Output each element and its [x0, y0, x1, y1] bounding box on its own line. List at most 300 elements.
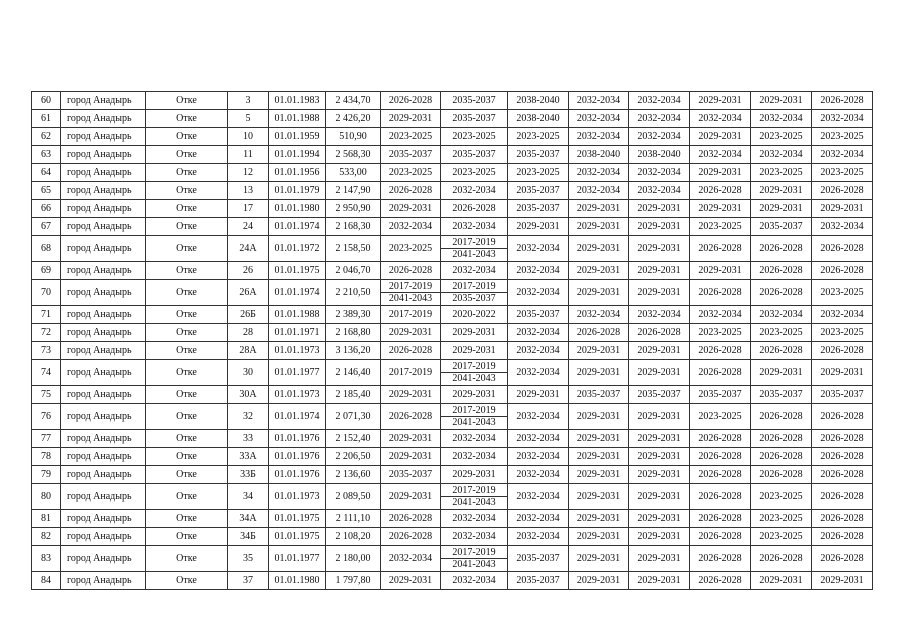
period-cell: 2032-2034 — [629, 306, 690, 324]
commission-date-cell: 01.01.1956 — [269, 164, 326, 182]
period-cell: 2029-2031 — [751, 92, 812, 110]
period-cell: 2029-2031 — [569, 262, 629, 280]
period-cell: 2032-2034 — [441, 510, 508, 528]
row-number-cell: 83 — [32, 546, 61, 572]
period-cell: 2032-2034 — [508, 484, 569, 510]
period-cell: 2026-2028 — [690, 484, 751, 510]
row-number-cell: 62 — [32, 128, 61, 146]
period-cell: 2029-2031 — [629, 218, 690, 236]
row-number-cell: 75 — [32, 386, 61, 404]
period-cell: 2035-2037 — [508, 200, 569, 218]
period-sub-value: 2017-2019 — [452, 361, 496, 372]
row-number-cell: 61 — [32, 110, 61, 128]
period-cell: 2032-2034 — [381, 546, 441, 572]
period-cell — [441, 236, 508, 262]
table-body — [32, 92, 873, 590]
period-cell: 2032-2034 — [629, 182, 690, 200]
city-cell: город Анадырь — [61, 430, 146, 448]
street-cell: Отке — [146, 280, 228, 306]
period-cell: 2035-2037 — [381, 466, 441, 484]
period-cell: 2032-2034 — [812, 306, 873, 324]
period-cell: 2035-2037 — [751, 218, 812, 236]
commission-date-cell: 01.01.1977 — [269, 360, 326, 386]
period-cell: 2032-2034 — [441, 572, 508, 590]
table-row — [32, 466, 873, 484]
period-cell: 2035-2037 — [508, 182, 569, 200]
area-cell: 2 158,50 — [326, 236, 381, 262]
period-cell: 2023-2025 — [441, 164, 508, 182]
period-cell: 2026-2028 — [751, 280, 812, 306]
street-cell: Отке — [146, 466, 228, 484]
city-cell: город Анадырь — [61, 164, 146, 182]
period-cell: 2032-2034 — [508, 510, 569, 528]
period-sub-value: 2017-2019 — [452, 485, 496, 496]
period-cell: 2026-2028 — [812, 510, 873, 528]
period-cell: 2017-2019 — [381, 306, 441, 324]
table-row — [32, 572, 873, 590]
area-cell: 2 089,50 — [326, 484, 381, 510]
period-cell: 2023-2025 — [690, 404, 751, 430]
period-cell: 2035-2037 — [381, 146, 441, 164]
period-cell: 2026-2028 — [381, 510, 441, 528]
period-sub-value: 2035-2037 — [441, 292, 507, 304]
house-number-cell: 33Б — [228, 466, 269, 484]
period-cell — [441, 404, 508, 430]
period-cell: 2035-2037 — [569, 386, 629, 404]
area-cell: 2 426,20 — [326, 110, 381, 128]
period-sub-value: 2041-2043 — [441, 248, 507, 260]
table-row — [32, 128, 873, 146]
house-number-cell: 33 — [228, 430, 269, 448]
period-sub-value: 2041-2043 — [441, 372, 507, 384]
period-cell: 2023-2025 — [751, 510, 812, 528]
period-cell: 2026-2028 — [812, 546, 873, 572]
period-cell: 2026-2028 — [690, 546, 751, 572]
period-cell: 2029-2031 — [569, 404, 629, 430]
house-number-cell: 12 — [228, 164, 269, 182]
period-cell: 2026-2028 — [690, 528, 751, 546]
city-cell: город Анадырь — [61, 110, 146, 128]
period-cell: 2032-2034 — [508, 466, 569, 484]
period-cell: 2029-2031 — [569, 280, 629, 306]
commission-date-cell: 01.01.1980 — [269, 572, 326, 590]
period-cell: 2029-2031 — [569, 484, 629, 510]
period-cell: 2032-2034 — [569, 110, 629, 128]
house-number-cell: 34 — [228, 484, 269, 510]
period-cell: 2038-2040 — [508, 92, 569, 110]
period-cell: 2029-2031 — [569, 218, 629, 236]
street-cell: Отке — [146, 200, 228, 218]
period-cell: 2035-2037 — [441, 92, 508, 110]
table-row — [32, 236, 873, 262]
area-cell: 2 434,70 — [326, 92, 381, 110]
street-cell: Отке — [146, 306, 228, 324]
city-cell: город Анадырь — [61, 200, 146, 218]
period-cell: 2026-2028 — [812, 342, 873, 360]
city-cell: город Анадырь — [61, 92, 146, 110]
period-cell: 2026-2028 — [812, 404, 873, 430]
period-cell: 2035-2037 — [690, 386, 751, 404]
period-cell: 2029-2031 — [381, 110, 441, 128]
street-cell: Отке — [146, 92, 228, 110]
period-cell: 2032-2034 — [441, 262, 508, 280]
house-number-cell: 10 — [228, 128, 269, 146]
area-cell: 2 046,70 — [326, 262, 381, 280]
period-cell: 2029-2031 — [441, 466, 508, 484]
period-cell: 2026-2028 — [812, 262, 873, 280]
city-cell: город Анадырь — [61, 528, 146, 546]
street-cell: Отке — [146, 528, 228, 546]
period-cell: 2029-2031 — [441, 386, 508, 404]
area-cell: 2 950,90 — [326, 200, 381, 218]
house-number-cell: 24 — [228, 218, 269, 236]
city-cell: город Анадырь — [61, 386, 146, 404]
house-number-cell: 28А — [228, 342, 269, 360]
period-cell: 2026-2028 — [751, 466, 812, 484]
period-cell: 2026-2028 — [812, 430, 873, 448]
period-cell: 2020-2022 — [441, 306, 508, 324]
period-cell: 2032-2034 — [569, 92, 629, 110]
period-cell: 2026-2028 — [690, 360, 751, 386]
period-cell: 2026-2028 — [441, 200, 508, 218]
period-cell: 2026-2028 — [690, 448, 751, 466]
period-cell: 2029-2031 — [690, 200, 751, 218]
area-cell: 2 180,00 — [326, 546, 381, 572]
house-number-cell: 3 — [228, 92, 269, 110]
row-number-cell: 68 — [32, 236, 61, 262]
period-cell: 2035-2037 — [508, 306, 569, 324]
house-number-cell: 34А — [228, 510, 269, 528]
period-cell: 2029-2031 — [381, 572, 441, 590]
period-cell: 2032-2034 — [690, 110, 751, 128]
area-cell: 2 146,40 — [326, 360, 381, 386]
city-cell: город Анадырь — [61, 484, 146, 510]
street-cell: Отке — [146, 146, 228, 164]
city-cell: город Анадырь — [61, 448, 146, 466]
period-cell: 2035-2037 — [508, 546, 569, 572]
commission-date-cell: 01.01.1974 — [269, 404, 326, 430]
street-cell: Отке — [146, 218, 228, 236]
period-cell: 2029-2031 — [569, 430, 629, 448]
period-cell: 2029-2031 — [381, 200, 441, 218]
period-cell: 2023-2025 — [381, 128, 441, 146]
period-cell: 2038-2040 — [629, 146, 690, 164]
period-cell: 2029-2031 — [690, 164, 751, 182]
row-number-cell: 81 — [32, 510, 61, 528]
housing-schedule-table — [31, 91, 873, 590]
street-cell: Отке — [146, 546, 228, 572]
commission-date-cell: 01.01.1988 — [269, 110, 326, 128]
house-number-cell: 35 — [228, 546, 269, 572]
period-cell: 2032-2034 — [569, 128, 629, 146]
period-cell: 2035-2037 — [441, 110, 508, 128]
period-cell: 2032-2034 — [629, 92, 690, 110]
period-sub-value: 2041-2043 — [381, 292, 440, 304]
commission-date-cell: 01.01.1976 — [269, 430, 326, 448]
period-cell — [441, 360, 508, 386]
period-cell: 2032-2034 — [569, 164, 629, 182]
street-cell: Отке — [146, 404, 228, 430]
table-row — [32, 430, 873, 448]
row-number-cell: 69 — [32, 262, 61, 280]
period-cell: 2026-2028 — [751, 262, 812, 280]
row-number-cell: 63 — [32, 146, 61, 164]
period-cell: 2029-2031 — [629, 448, 690, 466]
period-cell: 2029-2031 — [629, 466, 690, 484]
street-cell: Отке — [146, 510, 228, 528]
street-cell: Отке — [146, 360, 228, 386]
row-number-cell: 76 — [32, 404, 61, 430]
period-cell: 2029-2031 — [629, 546, 690, 572]
period-cell: 2026-2028 — [381, 262, 441, 280]
period-cell: 2032-2034 — [508, 236, 569, 262]
street-cell: Отке — [146, 110, 228, 128]
period-cell: 2026-2028 — [381, 92, 441, 110]
period-cell: 2029-2031 — [629, 342, 690, 360]
period-cell: 2029-2031 — [381, 484, 441, 510]
period-cell: 2023-2025 — [751, 164, 812, 182]
period-cell: 2023-2025 — [812, 280, 873, 306]
street-cell: Отке — [146, 236, 228, 262]
row-number-cell: 65 — [32, 182, 61, 200]
row-number-cell: 71 — [32, 306, 61, 324]
period-cell: 2026-2028 — [569, 324, 629, 342]
area-cell: 2 389,30 — [326, 306, 381, 324]
commission-date-cell: 01.01.1973 — [269, 386, 326, 404]
area-cell: 2 206,50 — [326, 448, 381, 466]
period-cell: 2029-2031 — [751, 182, 812, 200]
period-cell: 2029-2031 — [629, 262, 690, 280]
period-cell: 2029-2031 — [629, 236, 690, 262]
period-cell: 2035-2037 — [751, 386, 812, 404]
period-cell: 2032-2034 — [508, 324, 569, 342]
period-cell: 2035-2037 — [508, 572, 569, 590]
street-cell: Отке — [146, 572, 228, 590]
period-cell: 2035-2037 — [812, 386, 873, 404]
table-row — [32, 146, 873, 164]
period-cell: 2023-2025 — [812, 128, 873, 146]
period-cell: 2026-2028 — [381, 528, 441, 546]
period-sub-value: 2017-2019 — [452, 237, 496, 248]
house-number-cell: 17 — [228, 200, 269, 218]
period-cell: 2029-2031 — [690, 92, 751, 110]
house-number-cell: 34Б — [228, 528, 269, 546]
commission-date-cell: 01.01.1977 — [269, 546, 326, 572]
commission-date-cell: 01.01.1972 — [269, 236, 326, 262]
commission-date-cell: 01.01.1975 — [269, 528, 326, 546]
area-cell: 2 185,40 — [326, 386, 381, 404]
period-cell: 2026-2028 — [690, 510, 751, 528]
area-cell: 2 071,30 — [326, 404, 381, 430]
period-cell: 2023-2025 — [751, 128, 812, 146]
table-row — [32, 306, 873, 324]
area-cell: 533,00 — [326, 164, 381, 182]
city-cell: город Анадырь — [61, 572, 146, 590]
period-cell: 2032-2034 — [508, 528, 569, 546]
area-cell: 2 152,40 — [326, 430, 381, 448]
period-cell: 2032-2034 — [508, 280, 569, 306]
period-cell: 2023-2025 — [812, 324, 873, 342]
period-cell: 2029-2031 — [812, 572, 873, 590]
area-cell: 510,90 — [326, 128, 381, 146]
house-number-cell: 13 — [228, 182, 269, 200]
period-cell: 2032-2034 — [569, 182, 629, 200]
period-sub-value: 2017-2019 — [452, 281, 496, 292]
period-cell: 2029-2031 — [629, 360, 690, 386]
commission-date-cell: 01.01.1974 — [269, 218, 326, 236]
period-cell: 2038-2040 — [508, 110, 569, 128]
period-cell: 2032-2034 — [751, 110, 812, 128]
city-cell: город Анадырь — [61, 218, 146, 236]
period-cell: 2026-2028 — [812, 448, 873, 466]
street-cell: Отке — [146, 262, 228, 280]
period-sub-value: 2017-2019 — [452, 547, 496, 558]
period-cell — [441, 280, 508, 306]
row-number-cell: 74 — [32, 360, 61, 386]
commission-date-cell: 01.01.1973 — [269, 342, 326, 360]
row-number-cell: 60 — [32, 92, 61, 110]
city-cell: город Анадырь — [61, 546, 146, 572]
house-number-cell: 28 — [228, 324, 269, 342]
period-cell: 2026-2028 — [751, 236, 812, 262]
commission-date-cell: 01.01.1959 — [269, 128, 326, 146]
period-cell: 2032-2034 — [441, 448, 508, 466]
period-cell: 2026-2028 — [690, 466, 751, 484]
period-sub-value: 2017-2019 — [388, 281, 433, 292]
period-cell: 2029-2031 — [690, 262, 751, 280]
period-cell: 2029-2031 — [508, 218, 569, 236]
period-cell: 2032-2034 — [812, 110, 873, 128]
period-cell: 2026-2028 — [381, 342, 441, 360]
period-cell: 2023-2025 — [381, 236, 441, 262]
period-cell: 2029-2031 — [569, 546, 629, 572]
area-cell: 2 168,30 — [326, 218, 381, 236]
period-cell: 2029-2031 — [569, 342, 629, 360]
period-cell: 2029-2031 — [381, 324, 441, 342]
table-row — [32, 218, 873, 236]
commission-date-cell: 01.01.1979 — [269, 182, 326, 200]
table-row — [32, 404, 873, 430]
table-row — [32, 342, 873, 360]
house-number-cell: 5 — [228, 110, 269, 128]
row-number-cell: 67 — [32, 218, 61, 236]
period-cell: 2035-2037 — [441, 146, 508, 164]
row-number-cell: 82 — [32, 528, 61, 546]
period-cell: 2032-2034 — [690, 306, 751, 324]
period-cell: 2029-2031 — [441, 324, 508, 342]
period-cell: 2029-2031 — [690, 128, 751, 146]
period-sub-value: 2017-2019 — [452, 405, 496, 416]
period-cell: 2029-2031 — [629, 404, 690, 430]
period-cell: 2023-2025 — [751, 528, 812, 546]
period-cell: 2029-2031 — [569, 200, 629, 218]
period-cell: 2026-2028 — [812, 466, 873, 484]
period-cell: 2023-2025 — [381, 164, 441, 182]
period-cell: 2029-2031 — [569, 448, 629, 466]
row-number-cell: 66 — [32, 200, 61, 218]
period-cell: 2026-2028 — [690, 182, 751, 200]
table-row — [32, 360, 873, 386]
house-number-cell: 26Б — [228, 306, 269, 324]
commission-date-cell: 01.01.1973 — [269, 484, 326, 510]
commission-date-cell: 01.01.1976 — [269, 466, 326, 484]
area-cell: 2 147,90 — [326, 182, 381, 200]
row-number-cell: 84 — [32, 572, 61, 590]
period-cell: 2026-2028 — [751, 546, 812, 572]
period-cell: 2026-2028 — [812, 92, 873, 110]
city-cell: город Анадырь — [61, 306, 146, 324]
period-cell: 2026-2028 — [690, 342, 751, 360]
table-row — [32, 528, 873, 546]
period-cell: 2032-2034 — [441, 430, 508, 448]
period-cell: 2026-2028 — [751, 342, 812, 360]
period-cell: 2029-2031 — [569, 572, 629, 590]
table-row — [32, 110, 873, 128]
house-number-cell: 37 — [228, 572, 269, 590]
table-row — [32, 324, 873, 342]
period-cell: 2032-2034 — [381, 218, 441, 236]
city-cell: город Анадырь — [61, 182, 146, 200]
commission-date-cell: 01.01.1983 — [269, 92, 326, 110]
commission-date-cell: 01.01.1971 — [269, 324, 326, 342]
period-cell: 2017-2019 — [381, 360, 441, 386]
city-cell: город Анадырь — [61, 360, 146, 386]
area-cell: 1 797,80 — [326, 572, 381, 590]
period-cell: 2032-2034 — [508, 430, 569, 448]
period-cell: 2026-2028 — [690, 572, 751, 590]
house-number-cell: 26 — [228, 262, 269, 280]
period-cell: 2032-2034 — [508, 262, 569, 280]
period-cell: 2032-2034 — [629, 110, 690, 128]
table-row — [32, 164, 873, 182]
period-cell: 2029-2031 — [629, 528, 690, 546]
period-cell: 2032-2034 — [508, 342, 569, 360]
city-cell: город Анадырь — [61, 510, 146, 528]
area-cell: 2 168,80 — [326, 324, 381, 342]
period-cell: 2035-2037 — [508, 146, 569, 164]
street-cell: Отке — [146, 324, 228, 342]
table-row — [32, 448, 873, 466]
city-cell: город Анадырь — [61, 404, 146, 430]
period-cell: 2029-2031 — [441, 342, 508, 360]
city-cell: город Анадырь — [61, 342, 146, 360]
period-cell: 2026-2028 — [690, 236, 751, 262]
commission-date-cell: 01.01.1980 — [269, 200, 326, 218]
house-number-cell: 30 — [228, 360, 269, 386]
period-cell: 2023-2025 — [751, 484, 812, 510]
period-cell: 2023-2025 — [690, 324, 751, 342]
house-number-cell: 26А — [228, 280, 269, 306]
period-sub-value: 2041-2043 — [441, 558, 507, 570]
street-cell: Отке — [146, 448, 228, 466]
period-cell: 2032-2034 — [441, 182, 508, 200]
period-cell: 2023-2025 — [812, 164, 873, 182]
period-cell: 2035-2037 — [629, 386, 690, 404]
period-cell: 2032-2034 — [629, 128, 690, 146]
period-cell: 2029-2031 — [629, 200, 690, 218]
row-number-cell: 64 — [32, 164, 61, 182]
period-cell: 2026-2028 — [751, 404, 812, 430]
street-cell: Отке — [146, 164, 228, 182]
period-cell: 2032-2034 — [812, 146, 873, 164]
street-cell: Отке — [146, 182, 228, 200]
period-cell: 2029-2031 — [569, 360, 629, 386]
period-cell: 2032-2034 — [441, 528, 508, 546]
period-cell: 2029-2031 — [629, 280, 690, 306]
period-cell: 2029-2031 — [629, 572, 690, 590]
period-cell: 2023-2025 — [441, 128, 508, 146]
period-cell: 2032-2034 — [508, 448, 569, 466]
